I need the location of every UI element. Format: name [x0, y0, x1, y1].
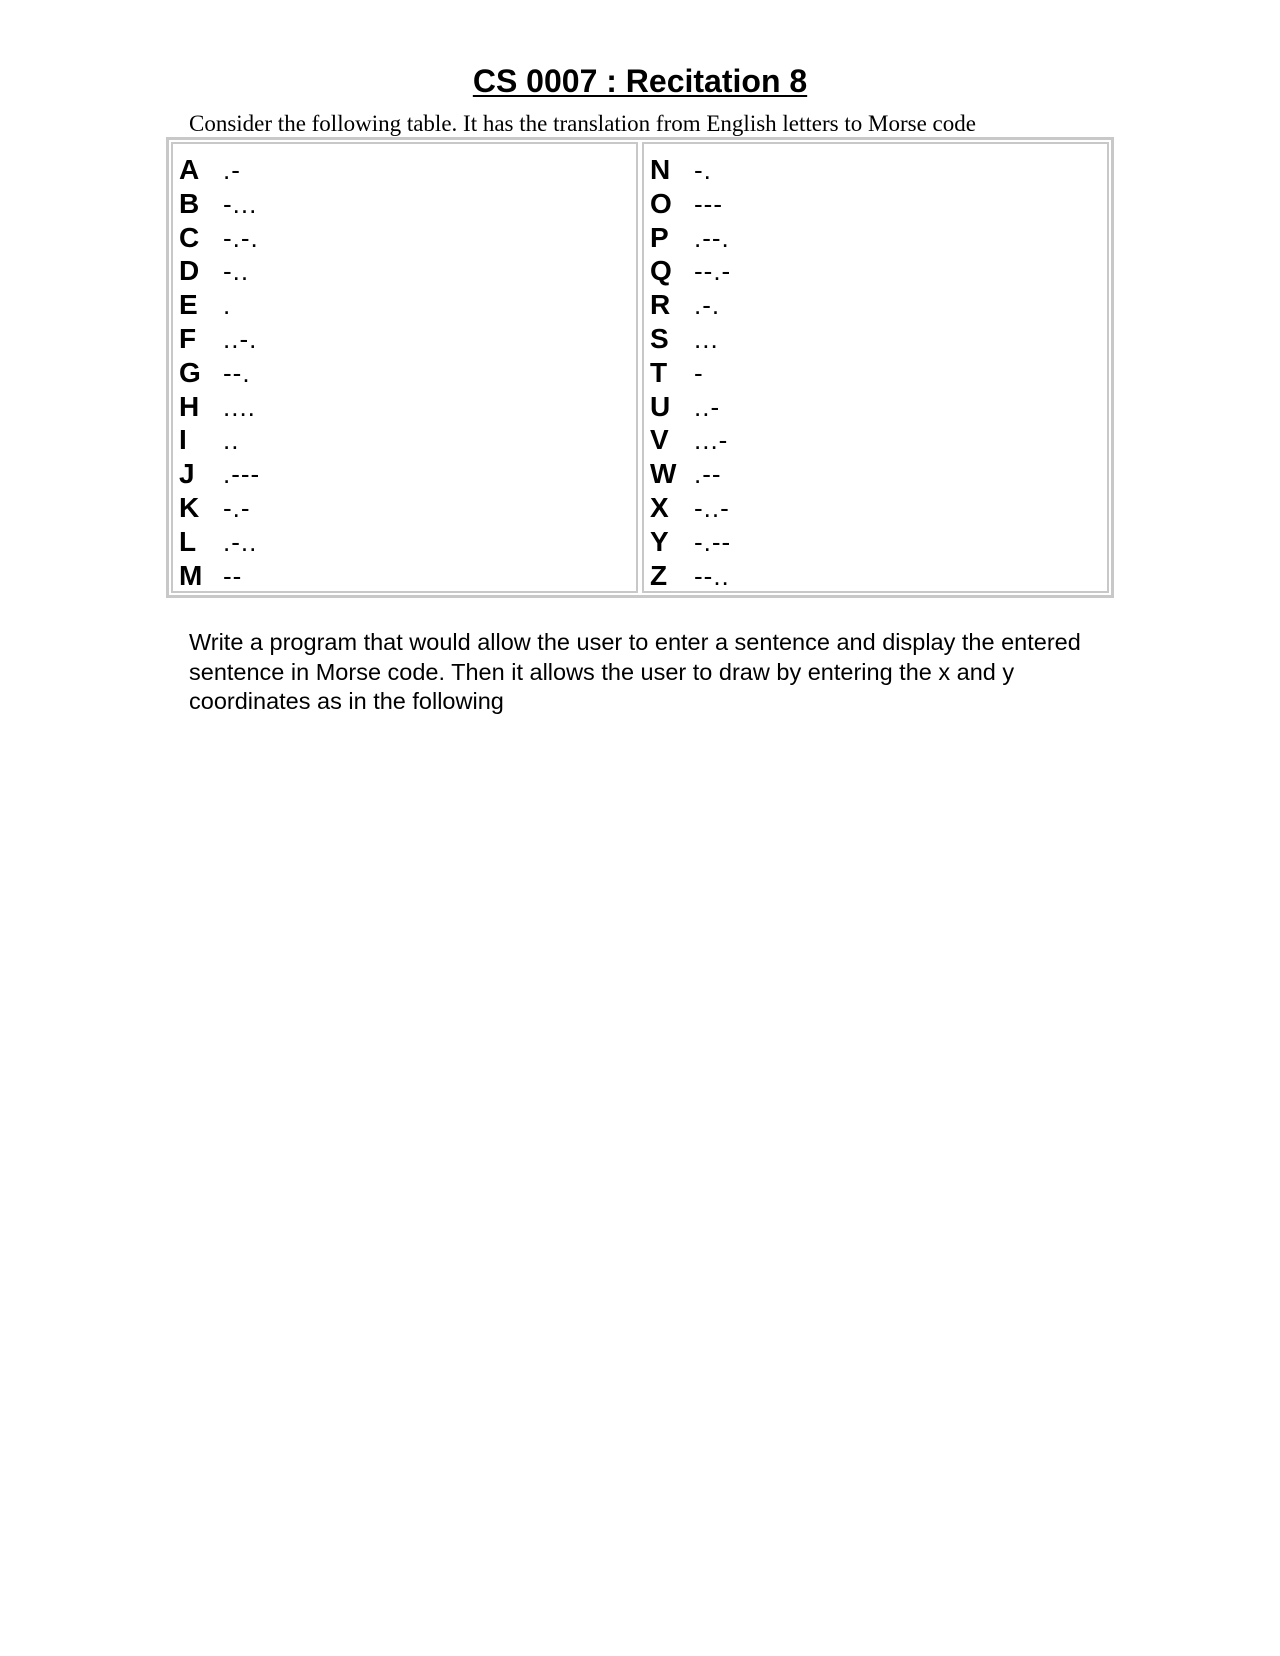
intro-text: Consider the following table. It has the translation from English letters to Morse code	[189, 111, 976, 136]
morse-row	[179, 187, 636, 221]
morse-code: --..	[694, 560, 730, 591]
morse-code: .---	[223, 459, 261, 490]
letter: R	[650, 289, 671, 321]
letter: P	[650, 221, 669, 253]
letter: Q	[650, 255, 672, 287]
morse-code: -...	[223, 188, 258, 219]
letter: O	[650, 187, 672, 219]
letter: S	[650, 322, 669, 354]
morse-code: .	[223, 290, 232, 321]
morse-row	[650, 457, 1107, 491]
morse-code: -..	[223, 256, 250, 287]
letter: J	[179, 458, 195, 490]
morse-code: --.-	[694, 256, 732, 287]
morse-code: .-..	[223, 526, 258, 557]
morse-column-left	[171, 142, 638, 593]
letter: T	[650, 356, 668, 388]
morse-row	[650, 491, 1107, 525]
morse-code: ...	[694, 323, 719, 354]
instructions-paragraph: Write a program that would allow the user to enter a sentence and display the entered sentence in Morse code. Then it allows the user to draw by entering the x and y coordinates as in the following	[189, 629, 1081, 714]
morse-code: .--.	[694, 222, 730, 253]
morse-row	[179, 322, 636, 356]
morse-row	[179, 390, 636, 424]
letter: C	[179, 221, 200, 253]
morse-code: -.--	[694, 526, 732, 557]
letter: K	[179, 491, 200, 523]
letter: U	[650, 390, 671, 422]
morse-row	[650, 390, 1107, 424]
morse-row	[650, 322, 1107, 356]
morse-code: -	[694, 357, 704, 388]
letter: D	[179, 255, 200, 287]
morse-row	[179, 491, 636, 525]
morse-code: ...-	[694, 425, 729, 456]
morse-column-right	[642, 142, 1109, 593]
letter: X	[650, 491, 669, 523]
morse-code: .-	[223, 155, 241, 185]
morse-row	[179, 356, 636, 390]
morse-table	[166, 137, 1114, 598]
morse-code: .-.	[694, 290, 721, 321]
letter: A	[179, 154, 200, 185]
morse-row	[179, 288, 636, 322]
morse-row	[650, 525, 1107, 559]
letter: L	[179, 525, 197, 557]
morse-row	[650, 187, 1107, 221]
morse-code: .--	[694, 459, 722, 490]
morse-row	[179, 221, 636, 255]
letter: E	[179, 289, 198, 321]
morse-row	[179, 559, 636, 593]
morse-row	[650, 221, 1107, 255]
morse-row	[650, 254, 1107, 288]
letter: Y	[650, 525, 669, 557]
letter: N	[650, 154, 671, 185]
morse-code: -.-	[223, 492, 251, 523]
morse-row	[650, 288, 1107, 322]
morse-code: ---	[694, 188, 723, 219]
letter: F	[179, 322, 197, 354]
letter: B	[179, 187, 200, 219]
letter: Z	[650, 559, 668, 591]
morse-code: ..	[223, 425, 240, 456]
morse-row	[650, 423, 1107, 457]
morse-code: -..-	[694, 492, 730, 523]
letter: I	[179, 424, 187, 456]
morse-row	[650, 153, 1107, 187]
letter: W	[650, 458, 677, 490]
morse-code: --	[223, 560, 243, 591]
letter: M	[179, 559, 203, 591]
morse-code: --.	[223, 357, 251, 388]
morse-code: ..-.	[223, 323, 258, 354]
letter: H	[179, 390, 200, 422]
morse-row	[179, 153, 636, 187]
morse-code: -.	[694, 155, 712, 185]
morse-code: ..-	[694, 391, 721, 422]
morse-row	[179, 525, 636, 559]
letter: V	[650, 424, 669, 456]
morse-code: -.-.	[223, 222, 259, 253]
morse-row	[650, 559, 1107, 593]
page-title: CS 0007 : Recitation 8	[472, 63, 808, 99]
letter: G	[179, 356, 201, 388]
morse-row	[179, 457, 636, 491]
morse-code: ....	[223, 391, 256, 422]
morse-row	[179, 423, 636, 457]
morse-row	[179, 254, 636, 288]
morse-row	[650, 356, 1107, 390]
